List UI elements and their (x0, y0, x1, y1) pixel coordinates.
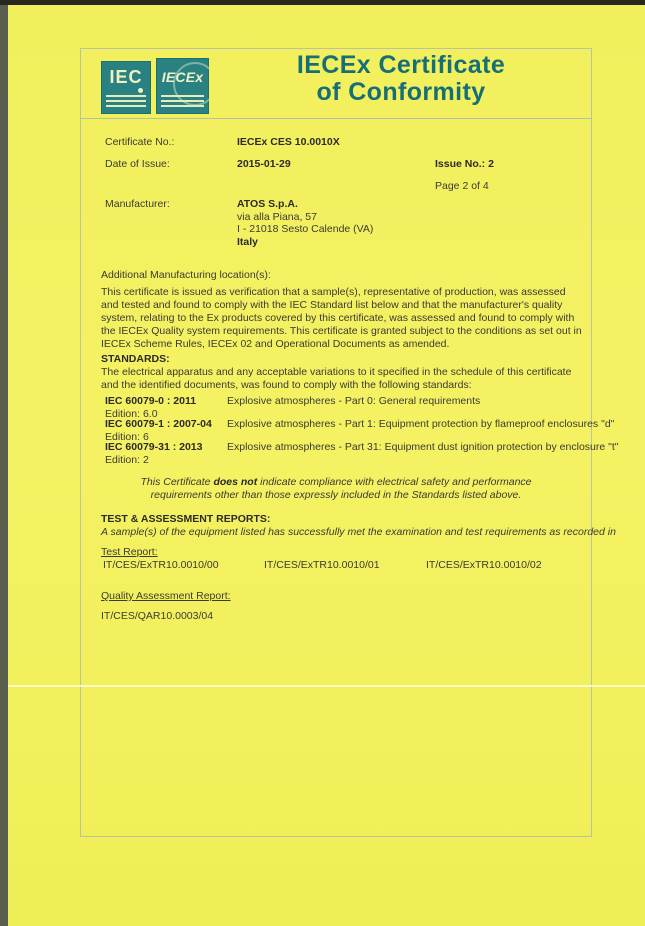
quality-assessment-number: IT/CES/QAR10.0003/04 (101, 610, 214, 622)
disclaimer-emphasis: does not (213, 476, 258, 488)
standard-code: IEC 60079-0 : 2011 (105, 395, 197, 407)
test-assessment-heading: TEST & ASSESSMENT REPORTS: (101, 513, 271, 525)
manufacturer-address-block (237, 198, 373, 248)
test-report-number: IT/CES/ExTR10.0010/01 (264, 559, 380, 571)
certificate-page (8, 5, 645, 926)
issue-no-label: Issue No.: (435, 158, 486, 170)
standard-code: IEC 60079-1 : 2007-04 (105, 418, 212, 430)
date-of-issue-value: 2015-01-29 (237, 158, 291, 170)
test-report-label: Test Report: (101, 546, 158, 558)
header-divider (80, 118, 592, 119)
iec-logo-text: IEC (109, 67, 143, 87)
certificate-no-label: Certificate No.: (105, 136, 175, 148)
manufacturer-name: ATOS S.p.A. (237, 198, 298, 210)
quality-assessment-label: Quality Assessment Report: (101, 590, 231, 602)
standard-row (105, 418, 212, 443)
issue-no-value: 2 (488, 158, 494, 170)
iecex-logo-lines-icon (161, 92, 204, 107)
standard-edition: Edition: 2 (105, 454, 149, 466)
certificate-sheet (80, 48, 619, 837)
certificate-no-value: IECEx CES 10.0010X (237, 136, 340, 148)
standard-code: IEC 60079-31 : 2013 (105, 441, 203, 453)
certificate-title-line1: IECEx Certificate (296, 51, 506, 79)
disclaimer-text-part2: indicate compliance with electrical safety and performance requirements other than those expressly included in the Standards listed above. (150, 476, 532, 501)
certificate-title-line2: of Conformity (316, 78, 486, 106)
test-report-number: IT/CES/ExTR10.0010/02 (426, 559, 542, 571)
test-assessment-intro: A sample(s) of the equipment listed has successfully met the examination and test requirements as recorded in (101, 526, 616, 538)
standards-intro: The electrical apparatus and any acceptable variations to it specified in the schedule of this certificate and the identified documents, was found to comply with the following standards: (101, 366, 572, 391)
manufacturer-address-line1: via alla Piana, 57 (237, 210, 317, 223)
iecex-logo (156, 58, 209, 114)
standard-row (105, 441, 202, 466)
standard-edition: Edition: 6.0 (105, 408, 158, 420)
manufacturer-country: Italy (237, 235, 259, 248)
date-of-issue-label: Date of Issue: (105, 158, 170, 170)
standard-row (105, 395, 196, 420)
standard-edition: Edition: 6 (105, 431, 149, 443)
manufacturer-address-line2: I - 21018 Sesto Calende (VA) (237, 223, 374, 235)
additional-locations-label: Additional Manufacturing location(s): (101, 269, 271, 281)
iec-logo (101, 61, 151, 114)
disclaimer-text-part1: This Certificate (140, 476, 211, 488)
disclaimer (109, 476, 563, 502)
test-report-number: IT/CES/ExTR10.0010/00 (103, 559, 219, 571)
iecex-logo-text: IECEx (161, 69, 204, 85)
page-number: Page 2 of 4 (435, 180, 489, 192)
standard-description: Explosive atmospheres - Part 1: Equipment protection by flameproof enclosures "d" (227, 418, 615, 430)
verification-paragraph: This certificate is issued as verification that a sample(s), representative of production, was assessed and tested and found to comply with the IEC Standard list below and that the manufacturer's quality system, relating to the Ex products covered by this certificate, was assessed and found to comply with the IECEx Quality system requirements. This certificate is granted subject to the conditions as set out in IECEx Scheme Rules, IECEx 02 and Operational Documents as amended. (101, 286, 582, 350)
standard-description: Explosive atmospheres - Part 31: Equipment dust ignition protection by enclosure "t" (227, 441, 619, 453)
paper-fold-line (8, 685, 645, 687)
standard-description: Explosive atmospheres - Part 0: General requirements (227, 395, 481, 407)
certificate-title (231, 52, 571, 106)
standards-heading: STANDARDS: (101, 353, 170, 365)
manufacturer-label: Manufacturer: (105, 198, 170, 210)
issue-no (435, 158, 494, 171)
iec-logo-lines-icon (106, 92, 146, 107)
scan-left-edge (0, 5, 8, 926)
